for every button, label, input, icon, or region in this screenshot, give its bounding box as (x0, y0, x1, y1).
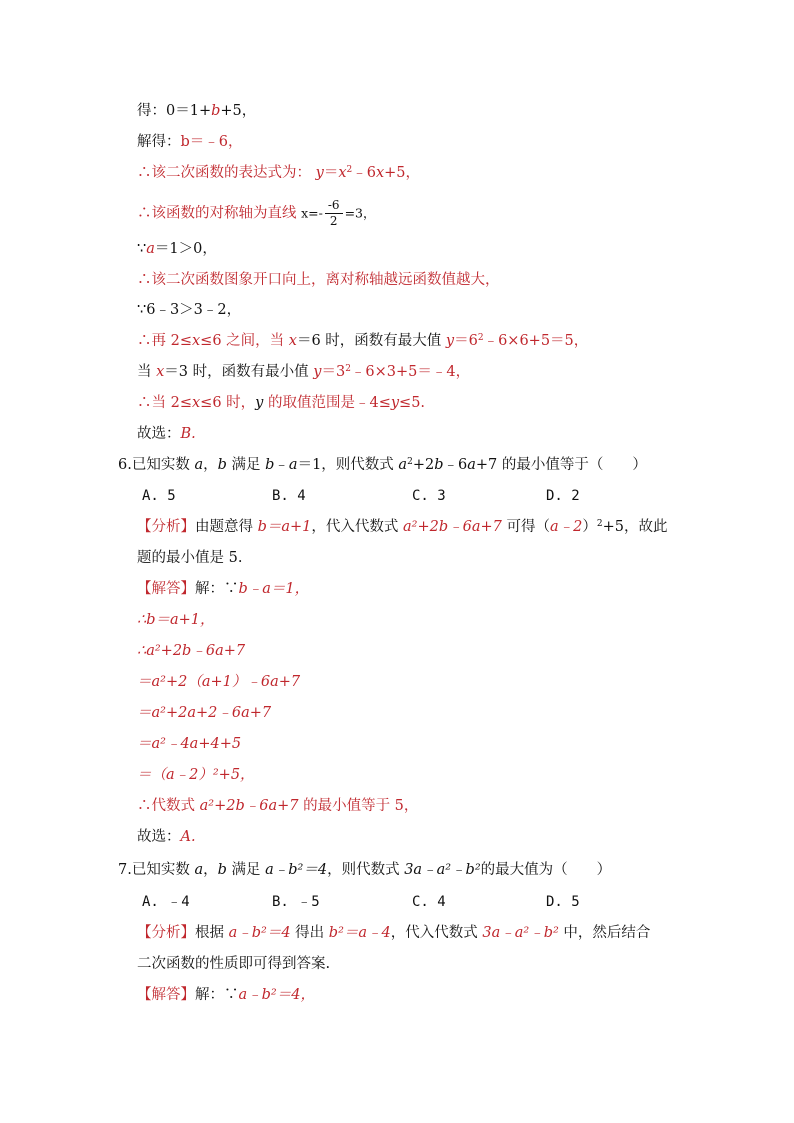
question-7-analysis: 【分析】根据 a﹣b²＝4 得出 b²＝a﹣4，代入代数式 3a﹣a²﹣b² 中，然后结合 (137, 925, 651, 941)
solution-line-1: 得：0＝1+b+5， (137, 103, 257, 119)
answer-tag: 【解答】 (137, 987, 195, 1003)
question-6-answer: 【解答】解：∵b﹣a＝1， (137, 581, 310, 597)
question-6-choice: 故选：A. (137, 829, 196, 845)
question-6-conclusion: ∴代数式 a²+2b﹣6a+7 的最小值等于 5， (137, 798, 419, 814)
solution-line-2: 解得：b＝﹣6， (137, 134, 243, 150)
analysis-tag: 【分析】 (137, 925, 195, 941)
solution-line-5: ∵a＝1＞0， (137, 241, 217, 257)
solution-line-4: ∴该函数的对称轴为直线 x=- $\frac{-6}{2}$ =3， (137, 198, 376, 228)
solution-line-10: ∴当 2≤x≤6 时，y 的取值范围是﹣4≤y≤5. (137, 395, 426, 411)
option-b: B. ﹣5 (272, 894, 320, 910)
question-7-analysis-line-2: 二次函数的性质即可得到答案. (137, 956, 331, 972)
step-3: ＝a²+2（a+1）﹣6a+7 (137, 674, 301, 690)
step-1: ∴b＝a+1， (137, 612, 215, 628)
fraction: $\frac{-6}{2}$ (325, 198, 343, 229)
solution-line-6: ∴该二次函数图象开口向上，离对称轴越远函数值越大， (137, 272, 500, 288)
analysis-tag: 【分析】 (137, 519, 195, 535)
option-c: C. 4 (412, 894, 446, 910)
option-d: D. 5 (546, 894, 580, 910)
option-a: A. 5 (142, 488, 176, 504)
option-c: C. 3 (412, 488, 446, 504)
answer-tag: 【解答】 (137, 581, 195, 597)
question-6-stem: 6.已知实数 a，b 满足 b﹣a＝1，则代数式 $a^2+2b﹣6a+7$ 的最小值等于（ ） (118, 457, 647, 473)
question-6-analysis-line-2: 题的最小值是 5. (137, 550, 243, 566)
step-5: ＝a²﹣4a+4+5 (137, 736, 242, 752)
solution-line-7: ∵6﹣3＞3﹣2， (137, 302, 242, 318)
question-7-answer: 【解答】解：∵a﹣b²＝4， (137, 987, 315, 1003)
step-2: ∴a²+2b﹣6a+7 (137, 643, 246, 659)
solution-line-9: 当 x＝3 时，函数有最小值 $y=3^2﹣6\times 3+5=﹣4$， (137, 364, 471, 380)
question-6-analysis: 【分析】由题意得 b＝a+1，代入代数式 a²+2b﹣6a+7 可得（a﹣2）$^2$+5，故此 (137, 519, 668, 535)
solution-line-8: ∴再 2≤x≤6 之间，当 x＝6 时，函数有最大值 $y=6^2﹣6\times 6+5=5$， (137, 333, 589, 349)
step-4: ＝a²+2a+2﹣6a+7 (137, 705, 272, 721)
step-6: ＝（a﹣2）²+5， (137, 767, 255, 783)
question-7-stem: 7.已知实数 a，b 满足 a﹣b²＝4，则代数式 3a﹣a²﹣b²的最大值为（ ） (118, 862, 612, 878)
solution-line-11: 故选：B. (137, 426, 196, 442)
solution-line-3: ∴该二次函数的表达式为： $y=x^2﹣6x+5$， (137, 165, 421, 181)
option-a: A. ﹣4 (142, 894, 190, 910)
option-b: B. 4 (272, 488, 306, 504)
option-d: D. 2 (546, 488, 580, 504)
